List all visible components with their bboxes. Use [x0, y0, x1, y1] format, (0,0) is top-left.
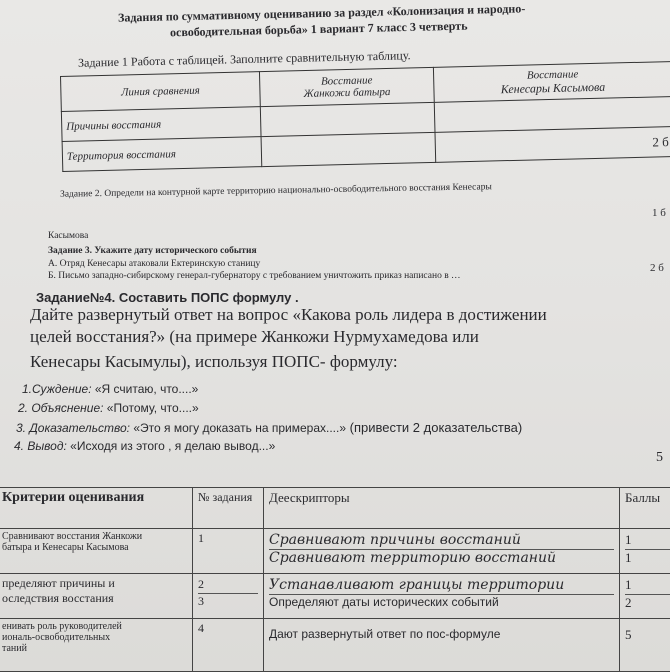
criteria-text: батыра и Кенесары Касымова — [2, 542, 129, 553]
task1-label: Задание 1 Работа с таблицей. Заполните сравнительную таблицу. — [77, 48, 411, 70]
task3-title: Задание 3. Укажите дату исторического события — [48, 246, 257, 256]
task2-line2: Касымова — [48, 231, 89, 241]
descriptor-cell — [264, 529, 620, 574]
criteria-row-1 — [0, 529, 193, 574]
descriptor: Сравнивают причины восстаний — [269, 531, 614, 550]
col-b-bottom: Кенесары Касымова — [500, 79, 606, 96]
task4-question-2: целей восстания?» (на примере Жанкожи Нурмухамедова или — [30, 327, 479, 346]
criteria-row-2 — [0, 574, 193, 619]
criteria-text: енивать роль руководителей — [2, 621, 122, 632]
row-causes: Причины восстания — [61, 107, 261, 142]
step-explanation: 2. Объяснение: «Потому, что....» — [18, 401, 199, 415]
col-a-top: Восстание — [320, 74, 373, 88]
row-territory: Территория восстания — [62, 137, 262, 172]
criteria-text: таний — [2, 643, 27, 654]
descriptor-cell — [264, 574, 620, 619]
criteria-row-3 — [0, 619, 193, 672]
task3-a: А. Отряд Кенесары атаковали Ектеринскую станицу — [48, 259, 261, 269]
step-proof: 3. Доказательство: «Это я могу доказать на примерах....» (привести 2 доказательства) — [16, 420, 523, 435]
step-conclusion: 4. Вывод: «Исходя из этого , я делаю вывод...» — [14, 439, 276, 453]
descriptors-header: Деескрипторы — [264, 488, 620, 529]
criteria-text: Сравнивают восстания Жанкожи — [2, 531, 143, 542]
task-num-value: 3 — [198, 594, 204, 608]
header-line-1: Задания по суммативному оцениванию за раздел «Колонизация и народно- — [117, 1, 526, 25]
descriptor: Устанавливают границы территории — [269, 576, 614, 595]
task4-title: Задание№4. Составить ПОПС формулу . — [36, 290, 299, 305]
points-cell — [620, 574, 670, 619]
header-line-2: освободительная борьба» 1 вариант 7 класс 3 четверть — [169, 18, 468, 40]
comparison-table — [60, 61, 670, 172]
task-num — [193, 574, 264, 619]
points: 2 — [625, 595, 632, 610]
criteria-table — [0, 487, 670, 672]
task-num: 1 — [193, 529, 264, 574]
col-kenesary-header — [433, 62, 670, 103]
criteria-header: Критерии оценивания — [0, 488, 193, 529]
cell-causes-a[interactable] — [260, 102, 435, 136]
step-judgment: 1.Суждение: «Я считаю, что....» — [22, 382, 199, 396]
points-cell — [620, 529, 670, 574]
col-a-bottom: Жанкожи батыра — [303, 85, 391, 101]
task3-b: Б. Письмо западно-сибирскому генерал-губернатору с требованием уничтожить приказ написано в … — [48, 271, 461, 281]
descriptor: Сравнивают территорию восстаний — [269, 550, 557, 566]
task3-points: 2 б — [650, 262, 664, 274]
descriptor: Определяют даты исторических событий — [269, 595, 499, 609]
points-header: Баллы — [620, 488, 670, 529]
cell-territory-a[interactable] — [261, 132, 436, 166]
task1-points: 2 б — [652, 133, 669, 150]
col-zhankozha-header — [259, 67, 434, 106]
points: 1 — [625, 550, 632, 565]
points: 1 — [625, 576, 670, 595]
criteria-text: оследствия восстания — [2, 591, 114, 605]
task-number-header: № задания — [193, 488, 264, 529]
task-num: 4 — [193, 619, 264, 672]
task4-points: 5 — [656, 450, 663, 465]
descriptor: Дают развернутый ответ по пос-формуле — [264, 619, 620, 672]
points: 5 — [620, 619, 670, 672]
task4-question-1: Дайте развернутый ответ на вопрос «Какова роль лидера в достижении — [30, 305, 547, 324]
task2-points: 1 б — [652, 207, 666, 219]
points: 1 — [625, 531, 670, 550]
task-num-value: 2 — [198, 576, 258, 594]
cell-territory-b[interactable] — [435, 127, 670, 163]
task2-line1: Задание 2. Определи на контурной карте территорию национально-освободительного восстания Кенесары — [59, 182, 492, 200]
col-compare-header: Линия сравнения — [61, 72, 261, 112]
col-b-top: Восстание — [526, 67, 579, 82]
task4-question-3: Кенесары Касымулы), используя ПОПС- формулу: — [30, 352, 398, 371]
criteria-text: пределяют причины и — [2, 576, 115, 590]
criteria-text: иональ-освободительных — [2, 632, 111, 643]
